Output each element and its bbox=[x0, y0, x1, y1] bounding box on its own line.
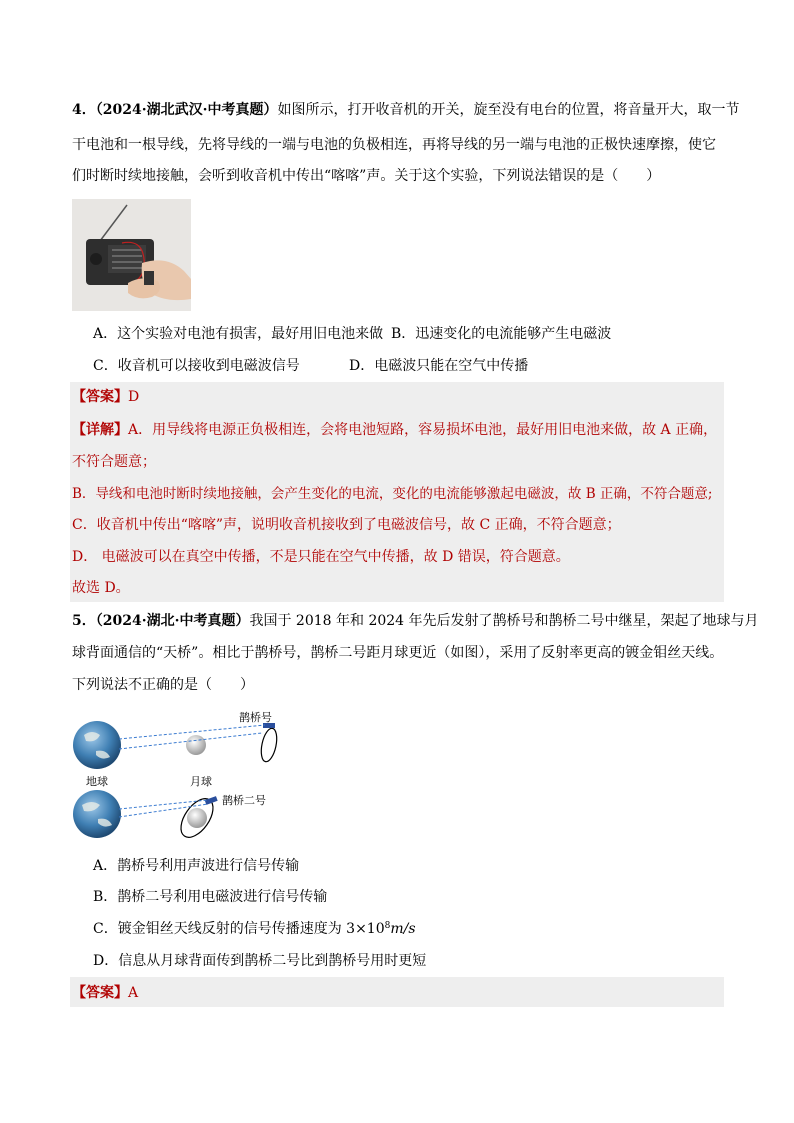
label-queqiao: 鹊桥号 bbox=[239, 711, 272, 724]
q5-option-c-text: C．镀金钼丝天线反射的信号传播速度为 3×10 bbox=[93, 921, 385, 937]
q5-stem-line1 bbox=[72, 611, 759, 631]
q5-answer-value: A bbox=[128, 985, 139, 1001]
q4-stem-line2: 干电池和一根导线，先将导线的一端与电池的负极相连，再将导线的另一端与电池的正极快速摩擦，使它 bbox=[72, 137, 716, 153]
q5-option-c-unit: m/s bbox=[390, 921, 416, 937]
q4-detail-line5: D． 电磁波可以在真空中传播，不是只能在空气中传播，故 D 错误，符合题意。 bbox=[72, 549, 570, 565]
q5-option-c bbox=[93, 919, 416, 939]
satellite-icon-2 bbox=[205, 796, 218, 805]
q4-option-d: D．电磁波只能在空气中传播 bbox=[349, 358, 529, 374]
label-earth: 地球 bbox=[86, 775, 108, 788]
q5-option-b: B．鹊桥二号利用电磁波进行信号传输 bbox=[93, 889, 328, 905]
q4-number: 4． bbox=[72, 102, 96, 118]
q5-option-d: D．信息从月球背面传到鹊桥二号比到鹊桥号用时更短 bbox=[93, 953, 427, 969]
q4-detail-tag: 【详解】 bbox=[72, 422, 128, 438]
radio-photo bbox=[72, 199, 191, 311]
q5-answer-panel bbox=[70, 977, 724, 1007]
q4-stem-line1 bbox=[72, 100, 739, 120]
q4-option-c: C．收音机可以接收到电磁波信号 bbox=[93, 358, 300, 374]
q4-option-b: B．迅速变化的电流能够产生电磁波 bbox=[391, 326, 612, 342]
earth-icon-2 bbox=[73, 790, 121, 838]
moon-icon-2 bbox=[187, 808, 207, 828]
q4-detail-line3: B．导线和电池时断时续地接触，会产生变化的电流，变化的电流能够激起电磁波，故 B 正确，不符合题意; bbox=[72, 486, 713, 502]
q5-stem-line3: 下列说法不正确的是（ ） bbox=[72, 677, 254, 693]
q5-option-a: A．鹊桥号利用声波进行信号传输 bbox=[93, 858, 300, 874]
q5-stem-line2: 球背面通信的“天桥”。相比于鹊桥号，鹊桥二号距月球更近（如图），采用了反射率更高的镀金钼丝天线。 bbox=[72, 645, 724, 661]
q5-source: （2024·湖北·中考真题） bbox=[95, 613, 250, 629]
q5-answer-tag: 【答案】 bbox=[72, 985, 128, 1001]
q4-source: （2024·湖北武汉·中考真题） bbox=[95, 102, 278, 118]
q4-answer-value: D bbox=[128, 389, 140, 405]
label-moon: 月球 bbox=[190, 775, 212, 788]
q4-detail-text-1: A．用导线将电源正负极相连，会将电池短路，容易损坏电池，最好用旧电池来做，故 A 正确， bbox=[128, 422, 718, 438]
q4-detail-line1 bbox=[72, 420, 717, 440]
q4-detail-line4: C．收音机中传出“喀喀”声，说明收音机接收到了电磁波信号，故 C 正确，不符合题意； bbox=[72, 517, 621, 533]
q4-detail-line2: 不符合题意； bbox=[72, 454, 156, 470]
moon-icon bbox=[186, 735, 206, 755]
q4-stem-line3: 们时断时续地接触，会听到收音机中传出“喀喀”声。关于这个实验，下列说法错误的是（ ） bbox=[72, 168, 661, 184]
q5-answer bbox=[72, 983, 138, 1003]
q4-detail-line6: 故选 D。 bbox=[72, 580, 130, 596]
q5-text-1: 我国于 2018 年和 2024 年先后发射了鹊桥号和鹊桥二号中继星，架起了地球与月 bbox=[249, 613, 759, 629]
q4-answer-tag: 【答案】 bbox=[72, 389, 128, 405]
q5-number: 5． bbox=[72, 613, 96, 629]
q4-option-a: A．这个实验对电池有损害，最好用旧电池来做 bbox=[93, 326, 384, 342]
q4-text-1: 如图所示，打开收音机的开关，旋至没有电台的位置，将音量开大，取一节 bbox=[277, 102, 740, 118]
q5-option-c-exponent: 8 bbox=[384, 921, 391, 931]
q4-answer bbox=[72, 387, 139, 407]
earth-icon bbox=[73, 721, 121, 769]
label-queqiao2: 鹊桥二号 bbox=[222, 794, 266, 807]
